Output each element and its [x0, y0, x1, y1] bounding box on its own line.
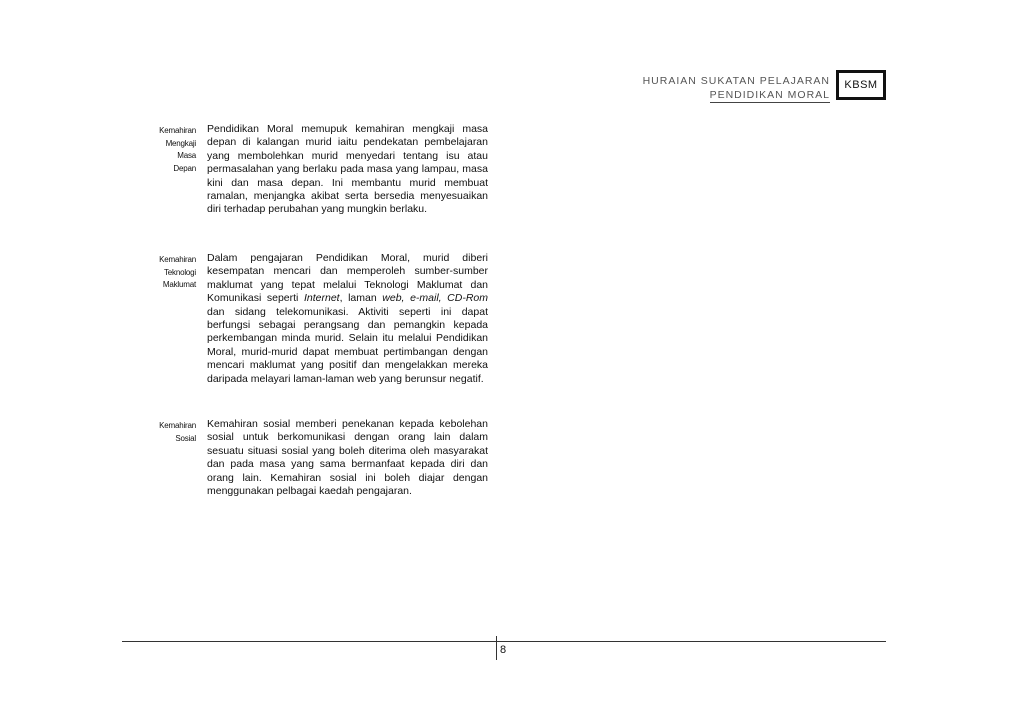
side-label-line: Kemahiran: [159, 126, 196, 135]
side-label: [140, 125, 196, 175]
paragraph: Pendidikan Moral memupuk kemahiran mengkaji masa depan di kalangan murid iaitu pendekatan pembelajaran yang membolehkan murid menyedari tentang isu atau permasalahan yang berlaku pada masa yang lampau, masa kini dan masa depan. Ini membantu murid membuat ramalan, menjangka akibat serta bersedia menyesuaikan diri terhadap perubahan yang mungkin berlaku.: [207, 123, 488, 216]
side-label-line: Mengkaji: [165, 138, 196, 148]
kbsm-badge: KBSM: [836, 70, 886, 100]
paragraph-italic-text: Internet: [303, 292, 340, 305]
header-title-line2: PENDIDIKAN MORAL: [709, 89, 830, 101]
side-label-line: Masa: [177, 151, 196, 160]
side-label-line: Kemahiran: [159, 255, 196, 264]
header-title-line1: HURAIAN SUKATAN PELAJARAN: [642, 75, 830, 87]
footer-rule: [122, 641, 886, 642]
footer-divider: [496, 636, 497, 660]
paragraph-text: , laman: [339, 292, 383, 305]
side-label-line: Depan: [173, 163, 196, 173]
running-header: [643, 74, 830, 103]
side-label-line: Teknologi: [163, 267, 196, 277]
side-label-line: Kemahiran: [159, 421, 196, 430]
side-label: [140, 420, 196, 445]
side-label-line: Maklumat: [162, 280, 196, 289]
page-number: 8: [500, 644, 507, 656]
side-label-line: Sosial: [175, 433, 196, 443]
paragraph: Kemahiran sosial memberi penekanan kepada kebolehan sosial untuk berkomunikasi dengan orang lain dalam sesuatu situasi sosial yang boleh diterima oleh masyarakat dan pada masa yang sama bermanfaat kepada diri dan orang lain. Kemahiran sosial ini boleh diajar dengan menggunakan pelbagai kaedah pengajaran.: [207, 418, 488, 498]
paragraph-italic-text: web, e-mail, CD-Rom: [382, 292, 488, 305]
side-label: [140, 254, 196, 292]
paragraph-text: dan sidang telekomunikasi. Aktiviti seperti ini dapat berfungsi sebagai perangsang dan pemangkin kepada perkembangan minda murid. Selain itu melalui Pendidikan Moral, murid-murid dapat membuat pertimbangan dengan mencari maklumat yang positif dan mengelakkan mereka daripada melayari laman-laman web yang berunsur negatif.: [207, 305, 488, 385]
paragraph-text: Dalam pengajaran Pendidikan Moral, murid diberi kesempatan mencari dan memperoleh sumber-sumber maklumat yang tepat melalui Teknologi Maklumat dan Komunikasi seperti: [207, 252, 488, 305]
paragraph: [207, 252, 488, 386]
